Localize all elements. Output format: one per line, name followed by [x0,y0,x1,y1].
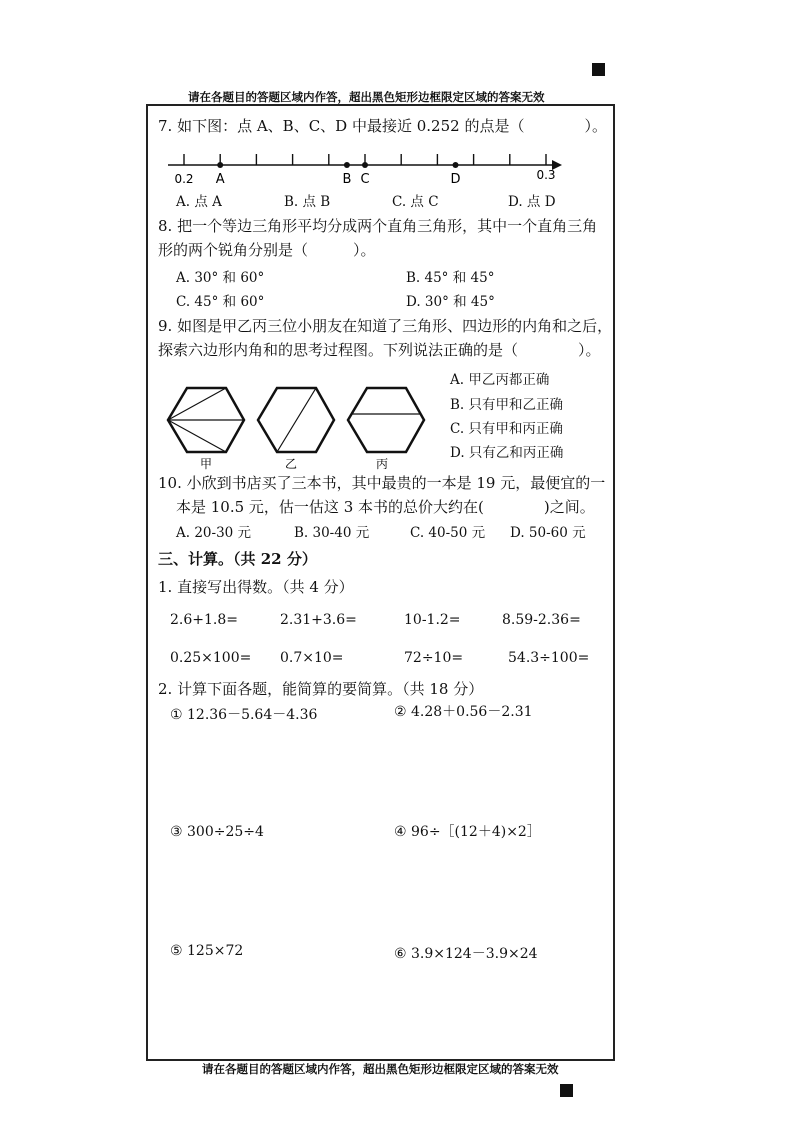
number-line-point-c [362,162,368,168]
q9-option-b: B. 只有甲和乙正确 [450,397,564,413]
direct-calc-5: 0.25×100= [170,650,252,666]
direct-calc-7: 72÷10= [404,650,464,666]
q9-stem-line2: 探索六边形内角和的思考过程图。下列说法正确的是（ ）。 [158,341,601,359]
problem-5: ⑤ 125×72 [170,943,244,959]
q8-option-d: D. 30° 和 45° [406,294,495,310]
number-line-start-label: 0.2 [174,172,194,186]
part-2-title: 2. 计算下面各题，能简算的要简算。（共 18 分） [158,680,484,698]
number-line-point-label-a: A [215,172,225,187]
footer-notice: 请在各题目的答题区域内作答，超出黑色矩形边框限定区域的答案无效 [202,1062,559,1076]
q8-option-a: A. 30° 和 60° [176,270,265,286]
q9-option-a: A. 甲乙丙都正确 [450,372,550,388]
figure-label-jia: 甲 [199,457,213,470]
q10-option-b: B. 30-40 元 [294,525,370,541]
direct-calc-4: 8.59-2.36= [502,612,581,628]
section-3-title: 三、计算。（共 22 分） [158,550,317,568]
bottom-right-registration-mark [560,1084,573,1097]
hexagon-bing [348,388,424,452]
q8-stem-line2: 形的两个锐角分别是（ ）。 [158,241,376,259]
part-1-title: 1. 直接写出得数。（共 4 分） [158,578,354,596]
top-right-registration-mark [592,63,605,76]
problem-4: ④ 96÷［(12＋4)×2］ [394,824,541,840]
number-line-point-d [453,162,459,168]
q10-stem-line1: 10. 小欣到书店买了三本书，其中最贵的一本是 19 元，最便宜的一 [158,474,606,492]
direct-calc-2: 2.31+3.6= [280,612,357,628]
number-line-point-label-c: C [360,172,370,187]
figure-label-yi: 乙 [284,457,298,470]
direct-calc-8: 54.3÷100= [508,650,590,666]
q8-option-c: C. 45° 和 60° [176,294,265,310]
q10-option-d: D. 50-60 元 [510,525,586,541]
direct-calc-3: 10-1.2= [404,612,461,628]
number-line-point-a [217,162,223,168]
q7-option-a: A. 点 A [176,194,222,210]
q8-stem-line1: 8. 把一个等边三角形平均分成两个直角三角形，其中一个直角三角 [158,217,598,235]
q9-option-c: C. 只有甲和丙正确 [450,421,563,437]
q9-option-d: D. 只有乙和丙正确 [450,445,564,461]
number-line-point-b [344,162,350,168]
problem-6: ⑥ 3.9×124－3.9×24 [394,946,538,962]
q7-option-c: C. 点 C [392,194,439,210]
figure-label-bing: 丙 [375,457,389,470]
q10-stem-line2: 本是 10.5 元，估一估这 3 本书的总价大约在( )之间。 [176,498,595,516]
q7-number-line [160,145,570,190]
q8-option-b: B. 45° 和 45° [406,270,495,286]
q10-option-a: A. 20-30 元 [176,525,252,541]
hexagon-jia [168,388,244,452]
direct-calc-6: 0.7×10= [280,650,344,666]
q9-stem-line1: 9. 如图是甲乙丙三位小朋友在知道了三角形、四边形的内角和之后， [158,317,613,335]
number-line-point-label-b: B [342,172,352,187]
q7-option-d: D. 点 D [508,194,556,210]
problem-3: ③ 300÷25÷4 [170,824,264,840]
number-line-end-label: 0.3 [536,168,556,182]
hexagon-yi [258,388,334,452]
problem-2: ② 4.28＋0.56－2.31 [394,704,533,720]
q9-hexagon-figures [160,380,430,470]
number-line-point-label-d: D [450,172,461,187]
direct-calc-1: 2.6+1.8= [170,612,238,628]
header-notice: 请在各题目的答题区域内作答，超出黑色矩形边框限定区域的答案无效 [188,90,545,104]
q7-stem: 7. 如下图：点 A、B、C、D 中最接近 0.252 的点是（ ）。 [158,117,607,135]
q7-option-b: B. 点 B [284,194,331,210]
q10-option-c: C. 40-50 元 [410,525,486,541]
problem-1: ① 12.36－5.64－4.36 [170,707,318,723]
